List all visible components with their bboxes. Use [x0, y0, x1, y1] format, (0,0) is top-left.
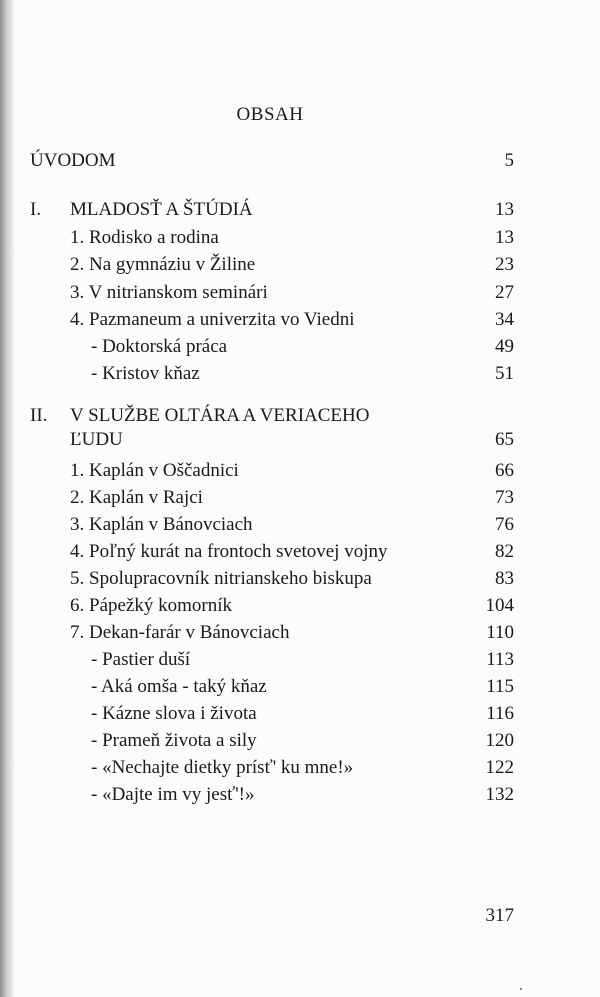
toc-entry-page: 51: [495, 363, 514, 384]
toc-entry-page: 27: [495, 282, 514, 303]
toc-entry-label: MLADOSŤ A ŠTÚDIÁ: [70, 199, 253, 220]
toc-entry-label: 1. Rodisko a rodina: [70, 227, 219, 248]
toc-entry-page: 49: [495, 336, 514, 357]
toc-part-number: I.: [30, 199, 42, 220]
toc-entry-label: - Doktorská práca: [91, 336, 228, 357]
toc-entry-page: 113: [486, 649, 514, 670]
toc-entry-label: - Aká omša - taký kňaz: [91, 676, 267, 697]
toc-entry-label: 4. Poľný kurát na frontoch svetovej vojny: [70, 541, 388, 562]
page-title: OBSAH: [236, 104, 304, 125]
toc-entry-page: 132: [485, 784, 514, 805]
toc-entry-page: 120: [485, 730, 514, 751]
toc-entry-label: 7. Dekan-farár v Bánovciach: [70, 622, 290, 643]
toc-entry-label: - Kázne slova i života: [91, 703, 257, 724]
toc-entry-page: 76: [495, 514, 514, 535]
print-speck: [520, 988, 522, 990]
toc-entry-label: 2. Kaplán v Rajci: [70, 487, 203, 508]
toc-entry-page: 5: [504, 150, 514, 171]
toc-entry-page: 104: [485, 595, 514, 616]
toc-entry-label: V SLUŽBE OLTÁRA A VERIACEHO: [70, 405, 370, 426]
toc-entry-page: 110: [486, 622, 514, 643]
toc-entry-page: 65: [495, 429, 514, 450]
toc-entry-page: 82: [495, 541, 514, 562]
toc-entry-page: 34: [495, 309, 514, 330]
toc-entry-label: 3. V nitrianskom seminári: [70, 282, 268, 303]
toc-entry-label: 6. Pápežký komorník: [70, 595, 233, 616]
toc-entry-label: 2. Na gymnáziu v Žiline: [70, 254, 256, 275]
toc-entry-label: 5. Spolupracovník nitrianskeho biskupa: [70, 568, 372, 589]
toc-entry-page: 13: [495, 227, 514, 248]
toc-entry-page: 13: [495, 199, 514, 220]
toc-entry-page: 23: [495, 254, 514, 275]
toc-entry-label: ÚVODOM: [30, 150, 116, 171]
toc-entry-label: - Kristov kňaz: [91, 363, 200, 384]
toc-entry-label: - «Dajte im vy jesť'!»: [91, 784, 255, 805]
toc-entry-page: 116: [486, 703, 514, 724]
toc-entry-label: - «Nechajte dietky prísť' ku mne!»: [91, 757, 354, 778]
toc-entry-page: 122: [485, 757, 514, 778]
page-number: 317: [485, 905, 514, 926]
toc-entry-label: 3. Kaplán v Bánovciach: [70, 514, 253, 535]
toc-entry-label: - Prameň života a sily: [91, 730, 257, 751]
toc-entry-page: 83: [495, 568, 514, 589]
toc-entry-label: 4. Pazmaneum a univerzita vo Viedni: [70, 309, 355, 330]
toc-entry-label: - Pastier duší: [91, 649, 191, 670]
toc-entry-label: ĽUDU: [70, 429, 123, 450]
toc-entry-page: 66: [495, 460, 514, 481]
toc-entry-label: 1. Kaplán v Oščadnici: [70, 460, 239, 481]
toc-part-number: II.: [30, 405, 48, 426]
toc-entry-page: 115: [486, 676, 514, 697]
toc-entry-page: 73: [495, 487, 514, 508]
